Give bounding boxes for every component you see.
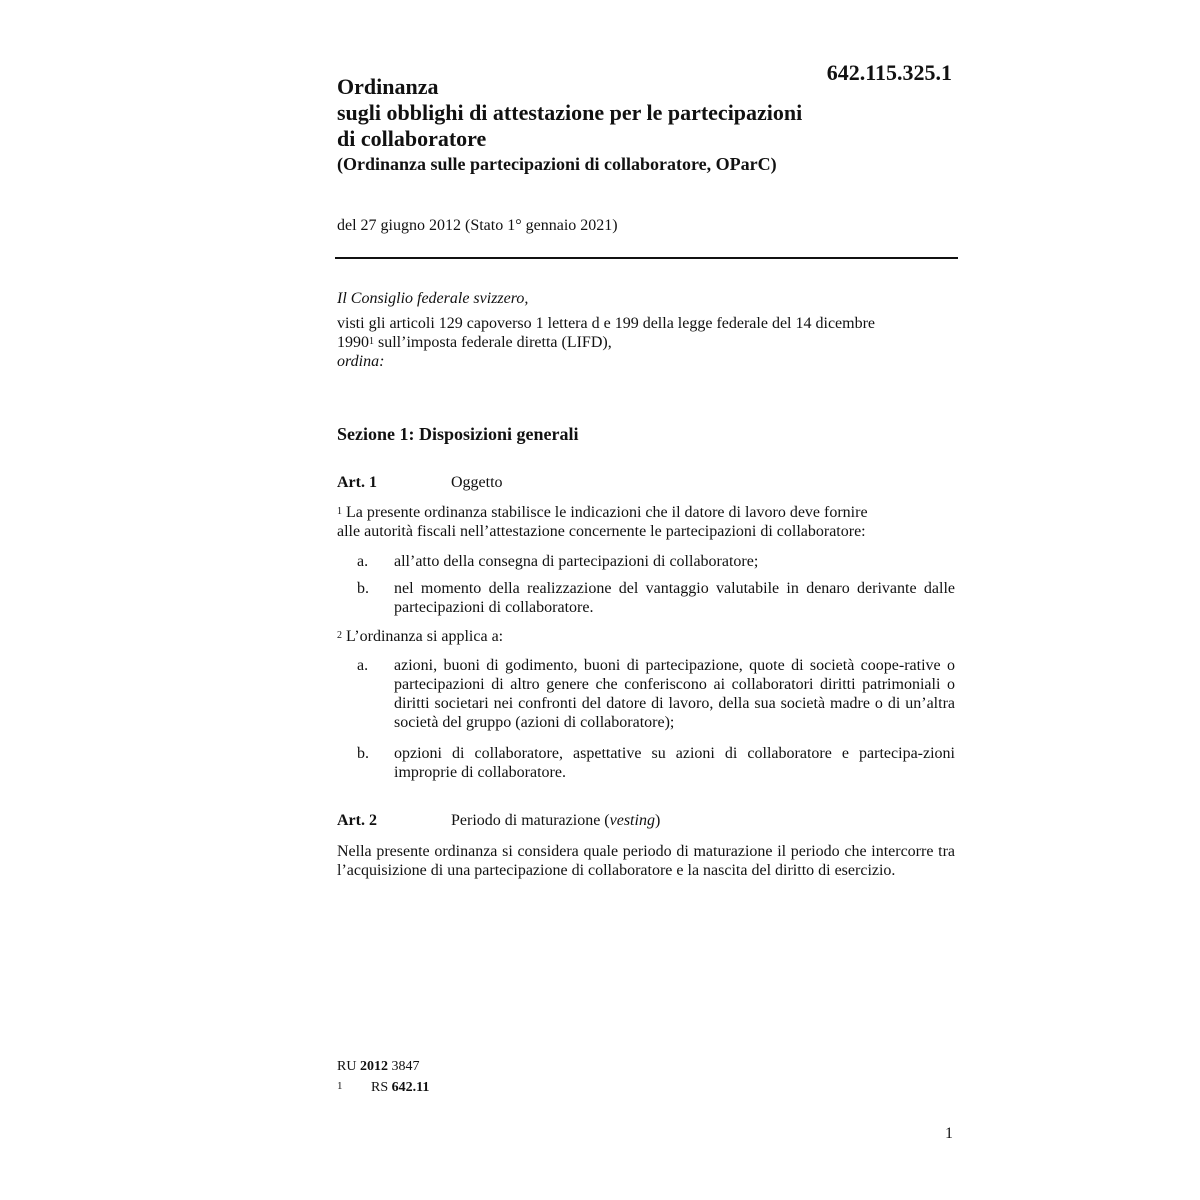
article-1-paragraph-2: [337, 627, 955, 646]
title-line: di collaboratore: [337, 126, 487, 151]
page-number: 1: [945, 1125, 953, 1142]
date-status: del 27 giugno 2012 (Stato 1° gennaio 2021): [337, 217, 618, 234]
ingress: [337, 289, 957, 371]
list-text: azioni, buoni di godimento, buoni di partecipazione, quote di società coope-rative o partecipazioni di altro genere che conferiscono ai collaboratori diritti patrimoniali o diritti societari nei confronti del datore di lavoro, della sua società madre o di un’altra società del gruppo (azioni di collaboratore);: [394, 657, 955, 731]
recital-year: 1990: [337, 334, 369, 351]
title-line: sugli obblighi di attestazione per le partecipazioni: [337, 100, 803, 125]
issuing-authority: Il Consiglio federale svizzero,: [337, 290, 529, 307]
list-text: opzioni di collaboratore, aspettative su azioni di collaboratore e partecipa-zioni improprie di collaboratore.: [394, 745, 955, 781]
paragraph-number: 2: [337, 630, 342, 641]
list-text: nel momento della realizzazione del vantaggio valutabile in denaro derivante dalle partecipazioni di collaboratore.: [394, 580, 955, 616]
section-heading: Sezione 1: Disposizioni generali: [337, 424, 579, 444]
header-divider: [335, 257, 958, 259]
law-number: 642.115.325.1: [826, 60, 952, 85]
official-compilation-ref: RU 2012 3847: [337, 1059, 420, 1074]
decree-word: ordina:: [337, 353, 385, 370]
footnote-number: 1: [337, 1080, 343, 1092]
paragraph-text: La presente ordinanza stabilisce le indicazioni che il datore di lavoro deve fornire: [342, 504, 868, 521]
document-title: [337, 74, 897, 152]
list-letter: b.: [357, 580, 369, 597]
short-title: (Ordinanza sulle partecipazioni di collaboratore, OParC): [337, 154, 777, 174]
article-title: Periodo di maturazione (vesting): [451, 812, 661, 829]
article-2-text: Nella presente ordinanza si considera quale periodo di maturazione il periodo che intercorre tra l’acquisizione di una partecipazione di collaboratore e la nascita del diritto di esercizio.: [337, 843, 955, 879]
article-1-heading: [337, 474, 503, 492]
article-number: Art. 2: [337, 812, 377, 829]
article-number: Art. 1: [337, 474, 377, 491]
article-title: Oggetto: [451, 474, 503, 491]
article-1-paragraph-1: [337, 503, 955, 541]
paragraph-text: alle autorità fiscali nell’attestazione concernente le partecipazioni di collaboratore:: [337, 523, 866, 540]
recital-line: visti gli articoli 129 capoverso 1 lettera d e 199 della legge federale del 14 dicembre: [337, 315, 876, 332]
list-text: all’atto della consegna di partecipazioni di collaboratore;: [394, 553, 759, 570]
paragraph-number: 1: [337, 506, 342, 517]
footnote-ref[interactable]: 1: [369, 336, 374, 347]
title-line: Ordinanza: [337, 74, 439, 99]
article-2-heading: [337, 812, 660, 830]
list-letter: a.: [357, 553, 369, 570]
list-letter: b.: [357, 745, 369, 762]
footnote-link[interactable]: 642.11: [391, 1080, 430, 1095]
list-letter: a.: [357, 657, 369, 674]
recital-line: [337, 333, 957, 352]
paragraph-text: L’ordinanza si applica a:: [342, 628, 504, 645]
recital-text: sull’imposta federale diretta (LIFD),: [374, 334, 612, 351]
footnote: 1 RS 642.11: [337, 1080, 430, 1095]
